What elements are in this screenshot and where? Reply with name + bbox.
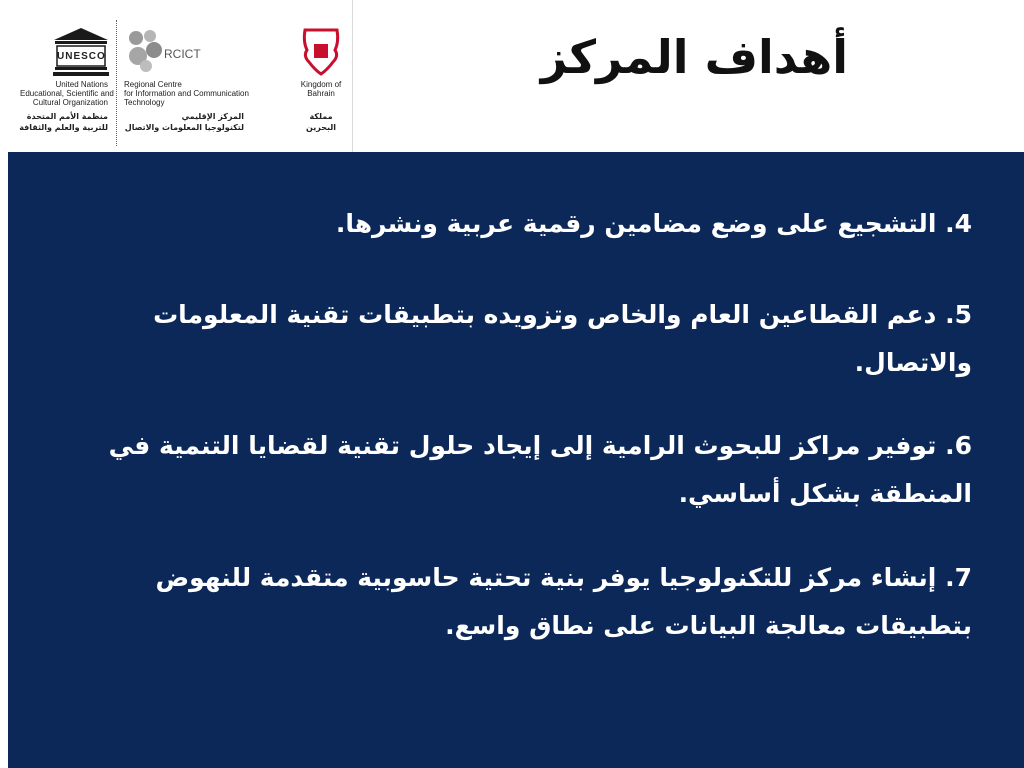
bahrain-en-line: Bahrain bbox=[307, 89, 335, 98]
bahrain-arabic-name bbox=[290, 111, 352, 133]
goal-text: دعم القطاعين العام والخاص وتزويده بتطبيقات تقنية المعلومات والاتصال. bbox=[153, 300, 972, 377]
unesco-en-line: Educational, Scientific and bbox=[20, 89, 114, 98]
bahrain-logo bbox=[301, 26, 341, 76]
bahrain-en-line: Kingdom of bbox=[300, 80, 342, 89]
goal-number: 5 bbox=[954, 300, 972, 329]
rcict-ar-line: المركز الإقليمي bbox=[181, 112, 244, 121]
goal-text: التشجيع على وضع مضامين رقمية عربية ونشرها. bbox=[335, 209, 937, 238]
rcict-emblem-icon bbox=[124, 26, 164, 74]
unesco-english-name bbox=[20, 80, 114, 107]
bahrain-english-name bbox=[290, 80, 352, 98]
goal-item: 4. التشجيع على وضع مضامين رقمية عربية ونشرها. bbox=[335, 209, 972, 238]
rcict-logo bbox=[124, 26, 164, 74]
unesco-ar-line: منظمة الأمم المتحدة bbox=[26, 112, 108, 121]
goal-number: 6 bbox=[954, 431, 972, 460]
rcict-en-line: Technology bbox=[124, 98, 165, 107]
bahrain-ar-line: البحرين bbox=[306, 123, 336, 132]
unesco-arabic-name bbox=[20, 111, 108, 133]
goals-list bbox=[52, 200, 972, 693]
logo-separator bbox=[116, 20, 117, 146]
unesco-en-line: United Nations bbox=[55, 80, 108, 89]
goal-number: 4 bbox=[954, 209, 972, 238]
rcict-en-line: for Information and Communication bbox=[124, 89, 249, 98]
bahrain-crest-icon bbox=[301, 26, 341, 76]
goal-text: إنشاء مركز للتكنولوجيا يوفر بنية تحتية حاسوبية متقدمة للنهوض بتطبيقات معالجة البيانات على نطاق واسع. bbox=[155, 563, 972, 640]
rcict-wordmark: RCICT bbox=[164, 47, 201, 61]
goal-item: 6. توفير مراكز للبحوث الرامية إلى إيجاد حلول تقنية لقضايا التنمية في المنطقة بشكل أساسي. bbox=[108, 431, 972, 508]
unesco-wordmark: UNESCO bbox=[57, 51, 106, 62]
goal-text: توفير مراكز للبحوث الرامية إلى إيجاد حلول تقنية لقضايا التنمية في المنطقة بشكل أساسي. bbox=[108, 431, 972, 508]
goal-item: 5. دعم القطاعين العام والخاص وتزويده بتطبيقات تقنية المعلومات والاتصال. bbox=[153, 300, 972, 377]
header-divider bbox=[352, 0, 353, 152]
unesco-ar-line: للتربية والعلم والثقافة bbox=[19, 123, 108, 132]
goal-item: 7. إنشاء مركز للتكنولوجيا يوفر بنية تحتية حاسوبية متقدمة للنهوض بتطبيقات معالجة البيانات على نطاق واسع. bbox=[155, 563, 972, 640]
slide-title: أهداف المركز bbox=[540, 30, 848, 84]
rcict-en-line: Regional Centre bbox=[124, 80, 182, 89]
goal-number: 7 bbox=[954, 563, 972, 592]
unesco-en-line: Cultural Organization bbox=[32, 98, 108, 107]
rcict-english-name bbox=[124, 80, 249, 107]
bahrain-ar-line: مملكة bbox=[309, 112, 333, 121]
slide-header bbox=[0, 0, 1024, 152]
rcict-arabic-name bbox=[124, 111, 244, 133]
rcict-ar-line: لتكنولوجيا المعلومات والاتصال bbox=[124, 123, 244, 132]
